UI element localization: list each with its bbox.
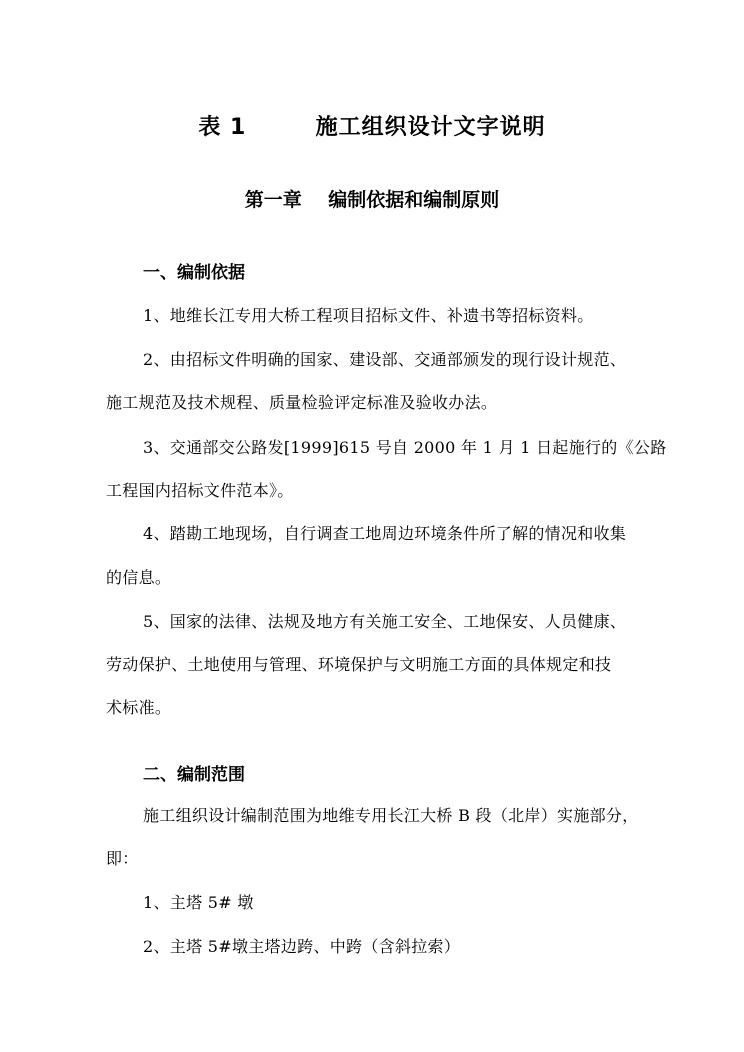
paragraph-line: 2、由招标文件明确的国家、建设部、交通部颁发的现行设计规范、 — [143, 350, 627, 369]
section-heading-basis: 一、编制依据 — [143, 263, 245, 283]
paragraph-line: 1、地维长江专用大桥工程项目招标文件、补遗书等招标资料。 — [143, 306, 594, 325]
document-title: 表 1 施工组织设计文字说明 — [198, 115, 546, 140]
paragraph-line: 1、主塔 5# 墩 — [143, 893, 254, 912]
paragraph-line: 即： — [106, 849, 139, 868]
section-heading-scope: 二、编制范围 — [143, 765, 245, 785]
paragraph-line: 术标准。 — [106, 698, 172, 717]
paragraph-line: 5、国家的法律、法规及地方有关施工安全、工地保安、人员健康、 — [143, 612, 627, 631]
paragraph-line: 施工规范及技术规程、质量检验评定标准及验收办法。 — [106, 393, 498, 412]
paragraph-line: 3、交通部交公路发[1999]615 号自 2000 年 1 月 1 日起施行的《公路 — [143, 438, 667, 457]
paragraph-line: 的信息。 — [106, 568, 172, 587]
paragraph-line: 工程国内招标文件范本》。 — [106, 481, 294, 500]
paragraph-line: 施工组织设计编制范围为地维专用长江大桥 B 段（北岸）实施部分， — [143, 806, 639, 825]
paragraph-line: 劳动保护、土地使用与管理、环境保护与文明施工方面的具体规定和技 — [106, 655, 612, 674]
paragraph-line: 2、主塔 5#墩主塔边跨、中跨（含斜拉索） — [143, 937, 461, 956]
chapter-heading: 第一章 编制依据和编制原则 — [244, 189, 500, 211]
paragraph-line: 4、踏勘工地现场，自行调查工地周边环境条件所了解的情况和收集 — [143, 524, 627, 543]
